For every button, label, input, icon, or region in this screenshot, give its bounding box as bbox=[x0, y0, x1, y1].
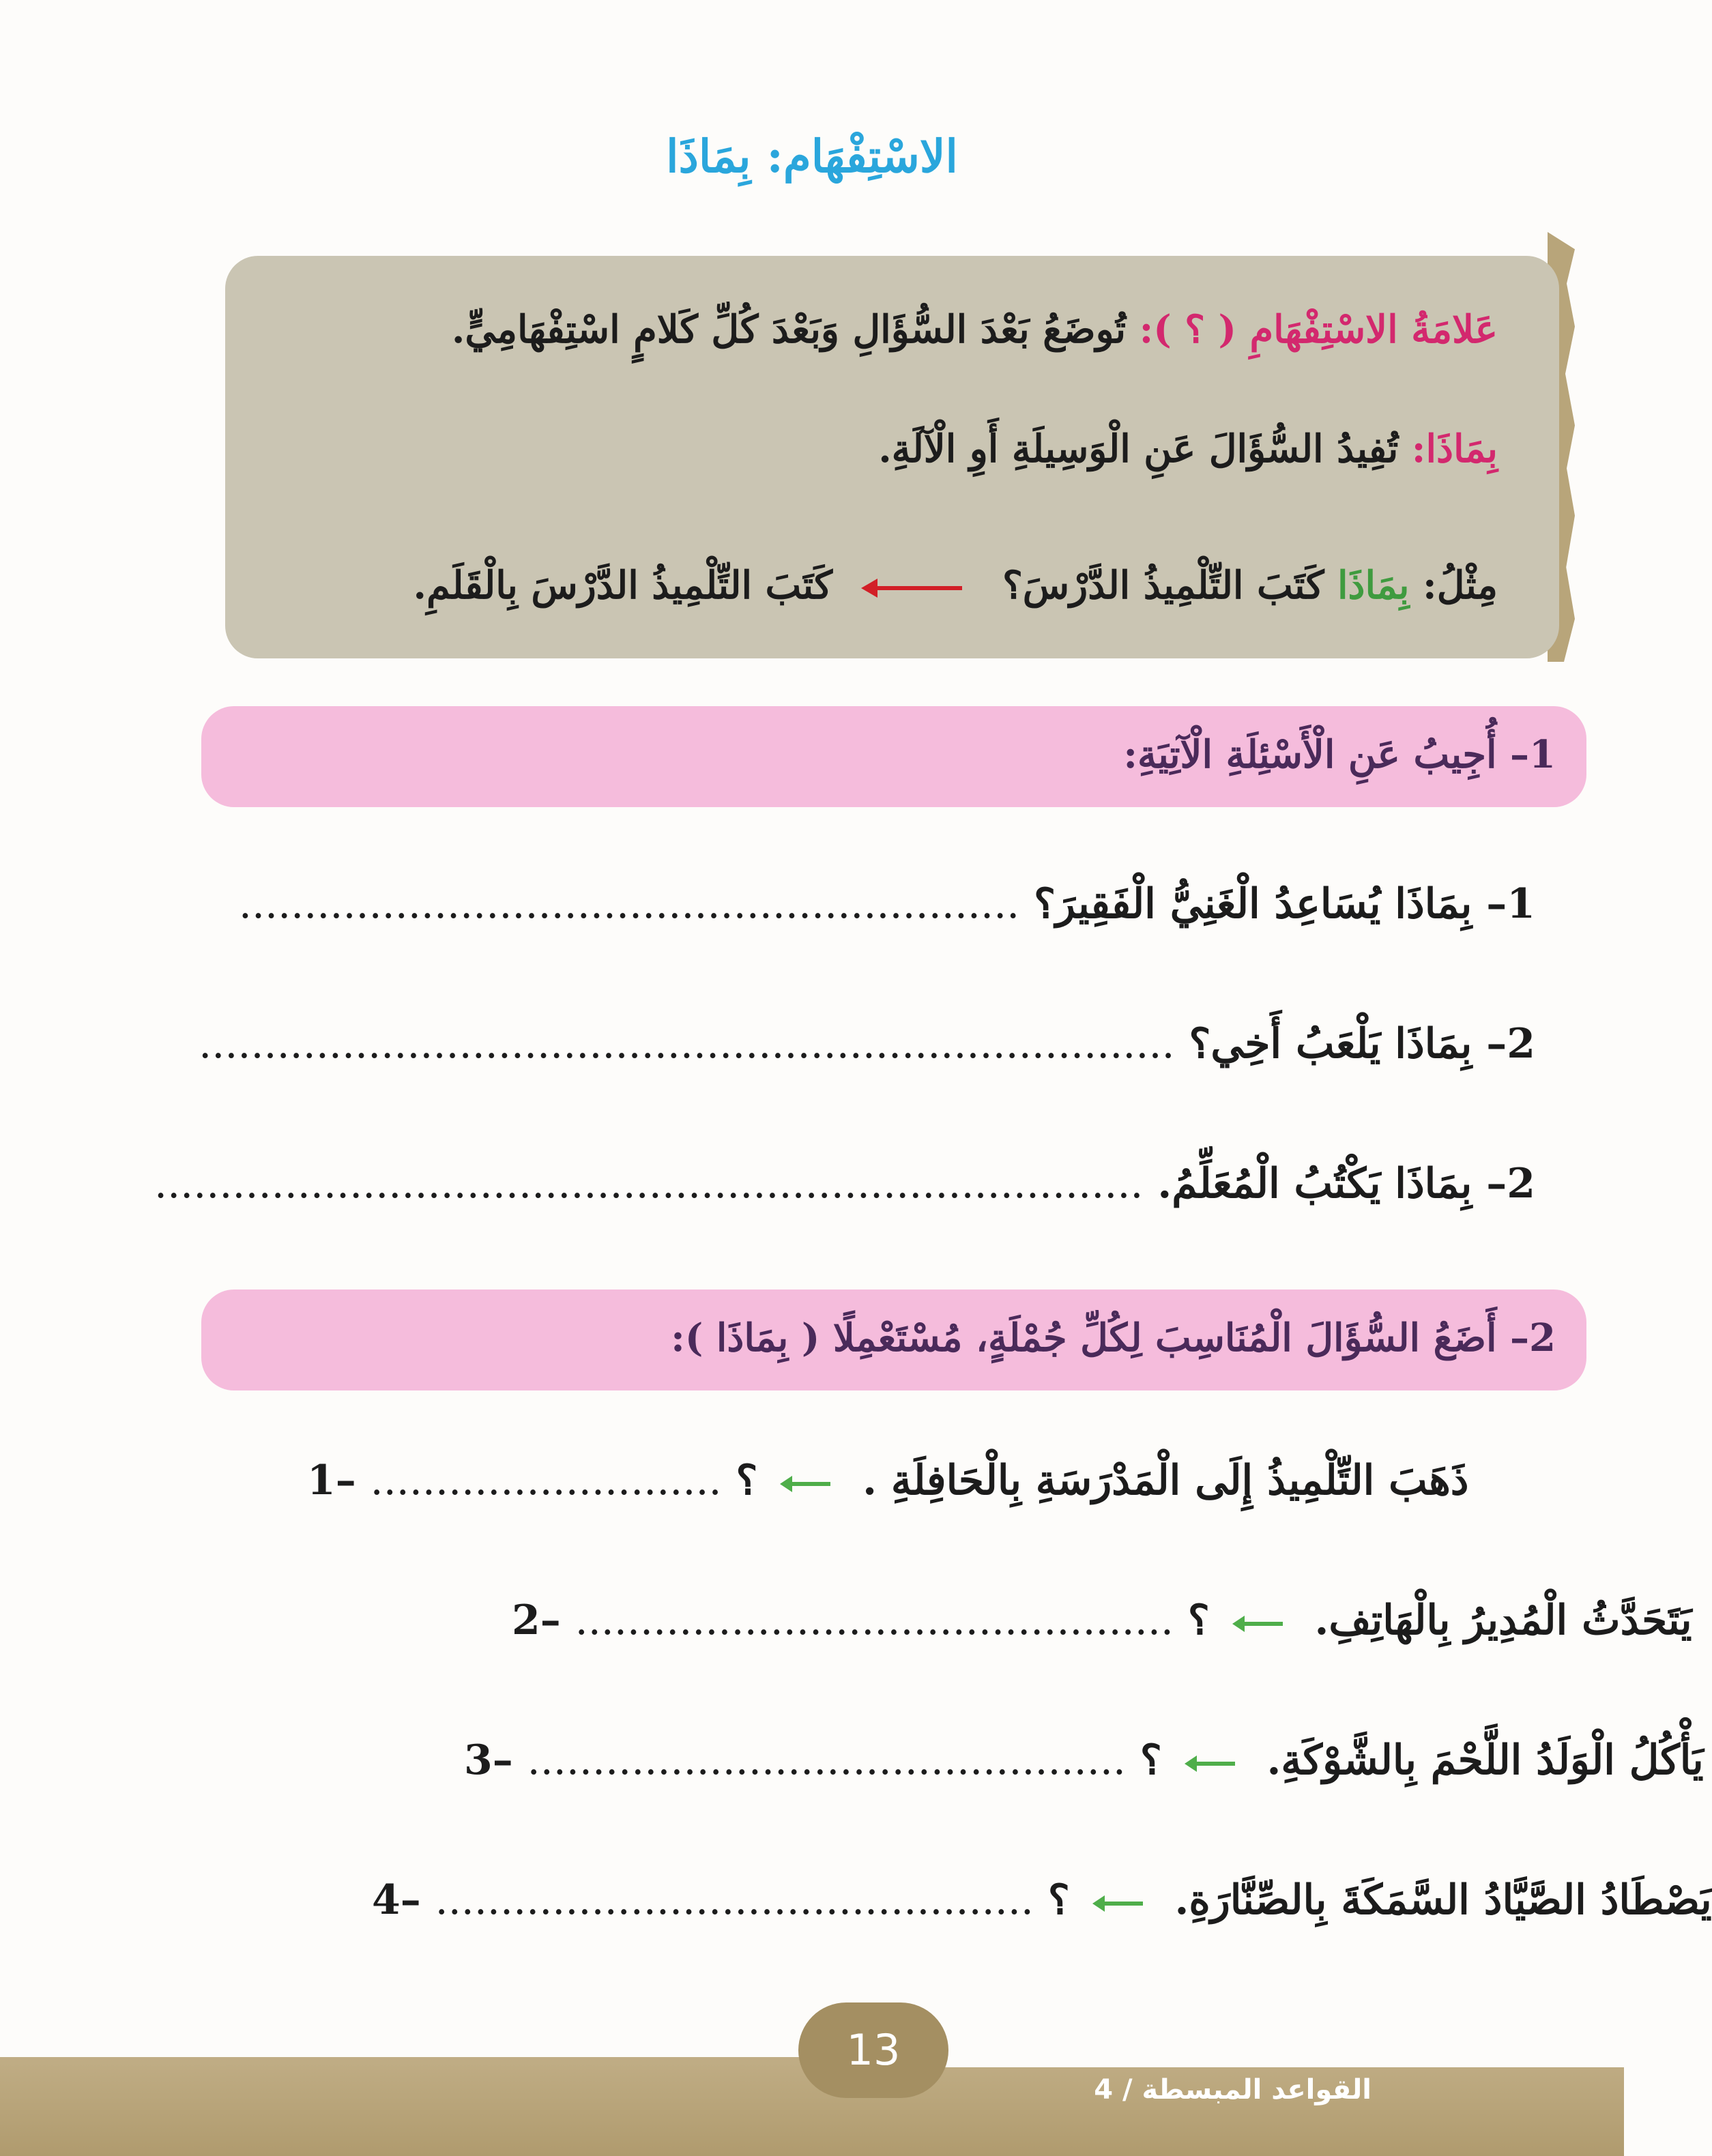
arrow-left-icon bbox=[873, 586, 962, 590]
exercise-sentence: يَأْكُلُ الْوَلَدُ اللَّحْمَ بِالشَّوْكَةِ. bbox=[1266, 1736, 1704, 1784]
arrow-left-icon bbox=[1194, 1762, 1235, 1766]
book-title: القواعد المبسطة / 4 bbox=[1094, 2074, 1372, 2106]
page-number: 13 bbox=[798, 2002, 948, 2098]
question-mark: ؟ bbox=[1140, 1736, 1162, 1784]
rule-box bbox=[225, 256, 1559, 658]
question-number: 2– bbox=[1486, 1020, 1535, 1068]
answer-line[interactable]: ........................................................................... bbox=[199, 1020, 1175, 1068]
rule-text-bimadha: تُفِيدُ السُّؤَالَ عَنِ الْوَسِيلَةِ أَوِ الْآلَةِ. bbox=[878, 426, 1399, 471]
arrow-left-icon bbox=[789, 1482, 830, 1486]
question-mark: ؟ bbox=[736, 1457, 758, 1504]
question-2 bbox=[199, 1020, 1535, 1068]
exercise-2 bbox=[484, 1597, 1692, 1644]
answer-line[interactable]: ........................... bbox=[370, 1457, 722, 1504]
section-2-heading: 2– أَضَعُ السُّؤَالَ الْمُنَاسِبَ لِكُلِّ جُمْلَةٍ، مُسْتَعْمِلًا ( بِمَاذَا ): bbox=[671, 1315, 1556, 1360]
answer-line[interactable]: .............................................. bbox=[435, 1876, 1034, 1924]
question-text: بِمَاذَا يُسَاعِدُ الْغَنِيُّ الْفَقِيرَ؟ bbox=[1034, 880, 1472, 928]
question-text: بِمَاذَا يَلْعَبُ أَخِي؟ bbox=[1189, 1020, 1472, 1068]
exercise-3 bbox=[437, 1736, 1704, 1784]
exercise-sentence: يَصْطَادُ الصَّيَّادُ السَّمَكَةَ بِالصِّنَّارَةِ. bbox=[1174, 1876, 1712, 1924]
example-question: كَتَبَ التِّلْمِيذُ الدَّرْسَ؟ bbox=[1002, 563, 1324, 608]
example-label: مِثْلُ: bbox=[1423, 563, 1498, 608]
rule-text-question-mark: تُوضَعُ بَعْدَ السُّؤَالِ وَبَعْدَ كُلِّ كَلامٍ اسْتِفْهَامِيٍّ. bbox=[451, 307, 1127, 352]
question-mark: ؟ bbox=[1187, 1597, 1210, 1644]
answer-line[interactable]: .............................................. bbox=[575, 1597, 1174, 1644]
rule-term-question-mark: عَلامَةُ الاسْتِفْهَامِ ( ؟ ): bbox=[1139, 307, 1498, 352]
question-number: 2– bbox=[1486, 1160, 1535, 1208]
rule-example bbox=[414, 563, 1498, 608]
question-text: بِمَاذَا يَكْتُبُ الْمُعَلِّمُ. bbox=[1157, 1160, 1472, 1208]
arrow-left-icon bbox=[1102, 1902, 1143, 1906]
question-1 bbox=[239, 880, 1535, 928]
rule-line-question-mark bbox=[452, 307, 1498, 352]
question-number: 1– bbox=[1486, 880, 1535, 928]
section-2-header bbox=[201, 1290, 1586, 1390]
example-word: بِمَاذَا bbox=[1337, 563, 1410, 608]
section-1-header bbox=[201, 706, 1586, 807]
exercise-number: –1 bbox=[307, 1457, 356, 1504]
exercise-sentence: يَتَحَدَّثُ الْمُدِيرُ بِالْهَاتِفِ. bbox=[1314, 1597, 1692, 1644]
exercise-1 bbox=[280, 1457, 1468, 1504]
answer-line[interactable]: .............................................. bbox=[527, 1736, 1126, 1784]
section-1-heading: 1– أُجِيبُ عَنِ الْأَسْئِلَةِ الْآتِيَةِ: bbox=[1123, 732, 1556, 777]
arrow-left-icon bbox=[1242, 1622, 1283, 1626]
question-3 bbox=[154, 1160, 1535, 1208]
answer-line[interactable]: ............................................................ bbox=[238, 880, 1020, 928]
exercise-number: –4 bbox=[372, 1876, 421, 1924]
rule-term-bimadha: بِمَاذَا: bbox=[1411, 426, 1498, 471]
exercise-number: –3 bbox=[464, 1736, 513, 1784]
exercise-4 bbox=[345, 1876, 1712, 1924]
question-mark: ؟ bbox=[1047, 1876, 1070, 1924]
example-answer: كَتَبَ التِّلْمِيذُ الدَّرْسَ بِالْقَلَمِ. bbox=[413, 563, 833, 608]
footer-notch bbox=[928, 2052, 1624, 2067]
page-title: الاسْتِفْهَام: بِمَاذَا bbox=[666, 130, 958, 183]
exercise-sentence: ذَهَبَ التِّلْمِيذُ إِلَى الْمَدْرَسَةِ بِالْحَافِلَةِ . bbox=[862, 1457, 1469, 1504]
exercise-number: –2 bbox=[512, 1597, 561, 1644]
rule-line-bimadha bbox=[878, 426, 1498, 471]
answer-line[interactable]: ............................................................................ bbox=[154, 1160, 1144, 1208]
